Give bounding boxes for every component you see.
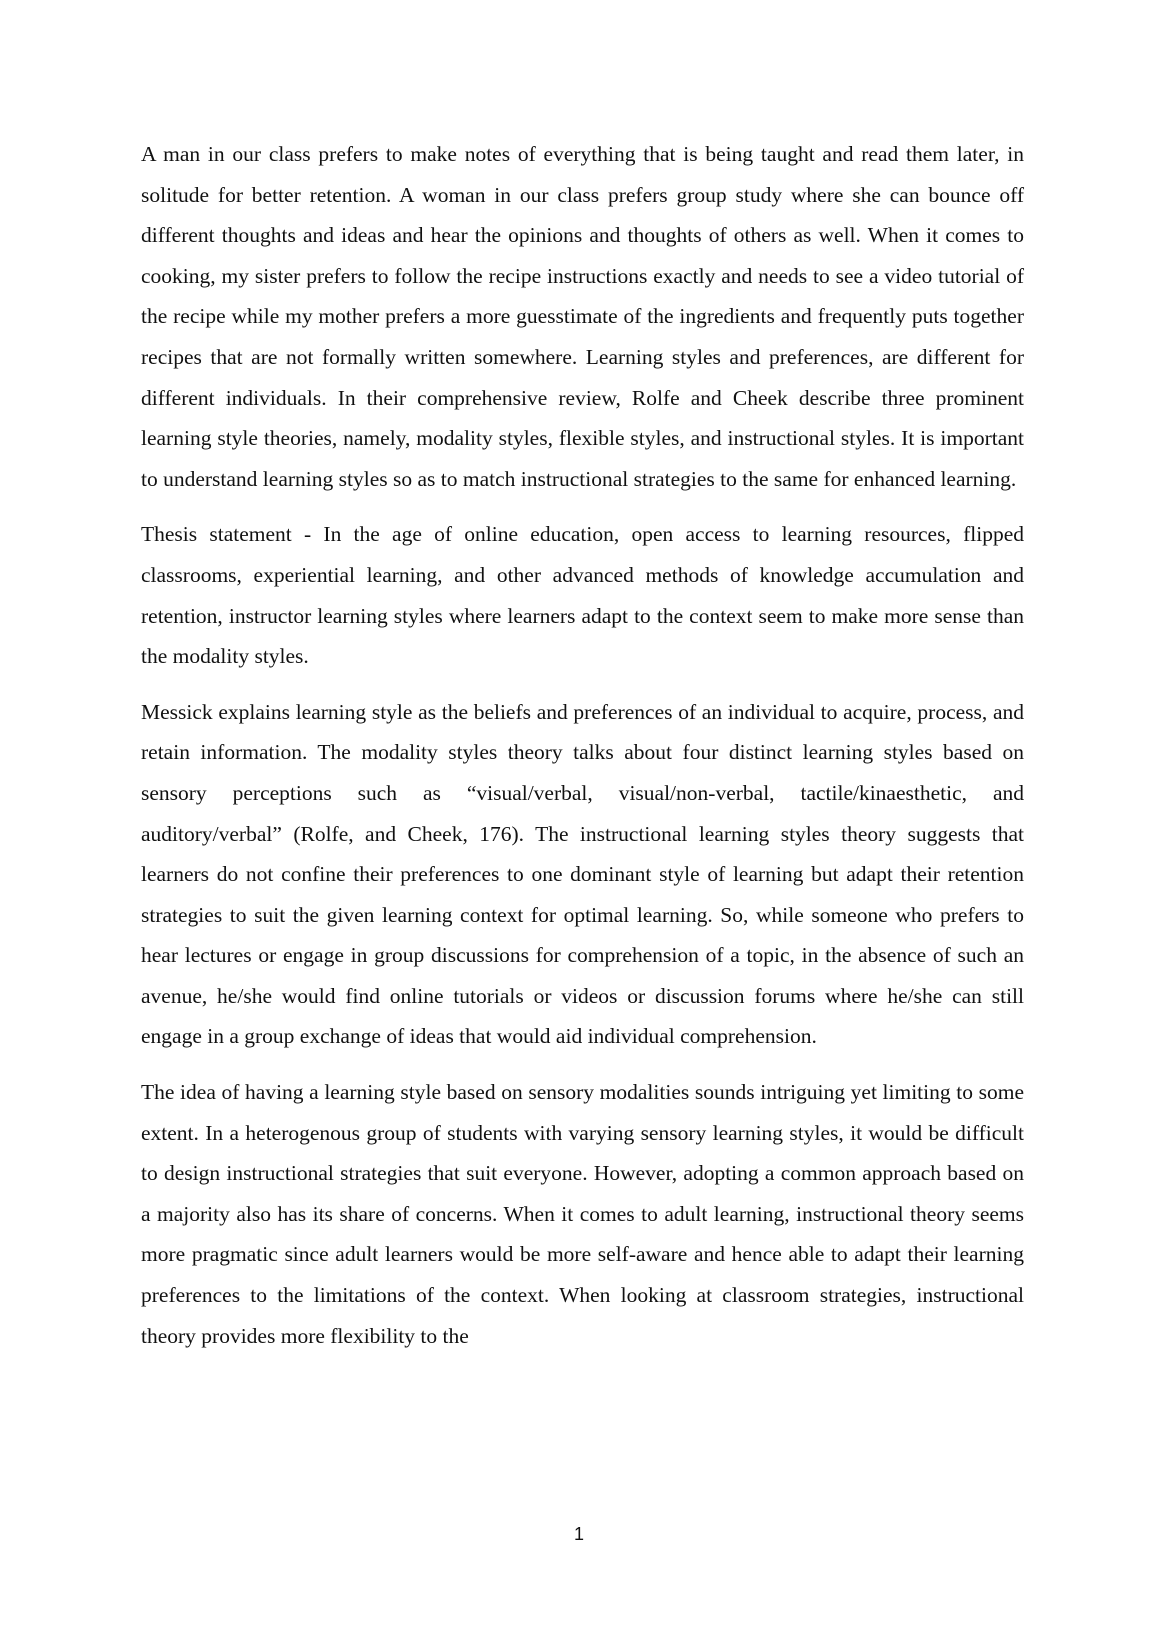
page-number: 1: [573, 1524, 584, 1544]
document-body: [141, 134, 1024, 1371]
paragraph-sensory-modalities: The idea of having a learning style based on sensory modalities sounds intriguing yet limiting to some extent. In a heterogenous group of students with varying sensory learning styles, it would be difficult to design instructional strategies that suit everyone. However, adopting a common approach based on a majority also has its share of concerns. When it comes to adult learning, instructional theory seems more pragmatic since adult learners would be more self-aware and hence able to adapt their learning preferences to the limitations of the context. When looking at classroom strategies, instructional theory provides more flexibility to the: [141, 1080, 1024, 1348]
paragraph-messick: Messick explains learning style as the beliefs and preferences of an individual to acquire, process, and retain information. The modality styles theory talks about four distinct learning styles based on sensory perceptions such as “visual/verbal, visual/non-verbal, tactile/kinaesthetic, and auditory/verbal” (Rolfe, and Cheek, 176). The instructional learning styles theory suggests that learners do not confine their preferences to one dominant style of learning but adapt their retention strategies to suit the given learning context for optimal learning. So, while someone who prefers to hear lectures or engage in group discussions for comprehension of a topic, in the absence of such an avenue, he/she would find online tutorials or videos or discussion forums where he/she can still engage in a group exchange of ideas that would aid individual comprehension.: [141, 699, 1024, 1049]
paragraph-intro: A man in our class prefers to make notes of everything that is being taught and read them later, in solitude for better retention. A woman in our class prefers group study where she can bounce off different thoughts and ideas and hear the opinions and thoughts of others as well. When it comes to cooking, my sister prefers to follow the recipe instructions exactly and needs to see a video tutorial of the recipe while my mother prefers a more guesstimate of the ingredients and frequently puts together recipes that are not formally written somewhere. Learning styles and preferences, are different for different individuals. In their comprehensive review, Rolfe and Cheek describe three prominent learning style theories, namely, modality styles, flexible styles, and instructional styles. It is important to understand learning styles so as to match instructional strategies to the same for enhanced learning.: [141, 142, 1024, 491]
paragraph-thesis: Thesis statement - In the age of online education, open access to learning resources, flipped classrooms, experiential learning, and other advanced methods of knowledge accumulation and retention, instructor learning styles where learners adapt to the context seem to make more sense than the modality styles.: [141, 522, 1024, 669]
